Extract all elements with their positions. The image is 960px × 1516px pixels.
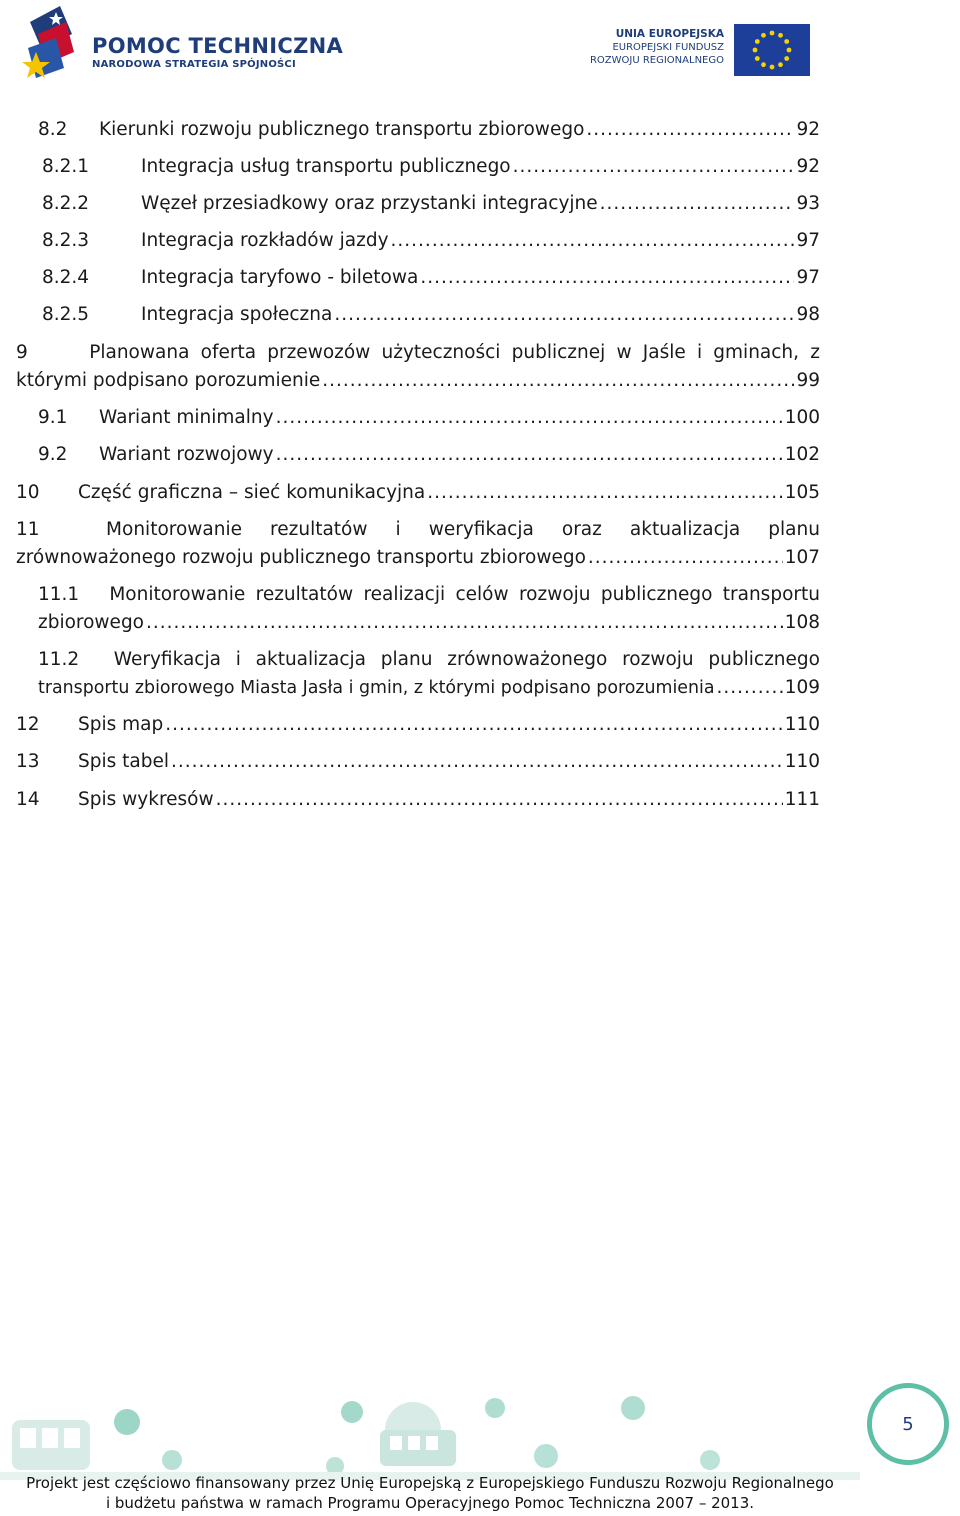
toc-title: Spis map	[78, 714, 164, 735]
toc-entry-line-2[interactable]	[16, 544, 820, 572]
toc-word: publicznego	[600, 584, 713, 605]
toc-number: 11	[16, 519, 40, 540]
eu-line-3: ROZWOJU REGIONALNEGO	[589, 55, 724, 66]
toc-entry[interactable]	[16, 479, 820, 507]
eu-logo	[589, 24, 812, 80]
toc-leader	[391, 227, 795, 255]
page-number: 5	[867, 1383, 949, 1465]
eu-star-icon	[770, 65, 775, 70]
toc-word: publicznego	[708, 649, 820, 670]
toc-title: którymi podpisano porozumienie	[16, 370, 321, 391]
toc-entry[interactable]	[38, 404, 820, 432]
toc-word: i	[235, 649, 241, 670]
toc-word: Monitorowanie	[106, 519, 242, 540]
toc-entry[interactable]	[42, 227, 820, 255]
toc-page: 92	[796, 156, 820, 177]
toc-entry-line-2[interactable]	[38, 609, 820, 637]
toc-leader	[588, 544, 783, 572]
toc-title: Spis wykresów	[78, 789, 214, 810]
toc-word: transportu	[722, 584, 820, 605]
eu-star-icon	[784, 56, 789, 61]
toc-word: z	[810, 342, 820, 363]
toc-title: zrównoważonego rozwoju publicznego transportu zbiorowego	[16, 547, 586, 568]
toc-word: oferta	[200, 342, 257, 363]
toc-word: aktualizacja	[255, 649, 366, 670]
toc-entry[interactable]	[16, 748, 820, 776]
toc-leader	[600, 190, 795, 218]
eu-star-icon	[784, 39, 789, 44]
toc-number: 11.2	[38, 649, 80, 670]
toc-entry[interactable]	[38, 441, 820, 469]
toc-leader	[165, 711, 782, 739]
org-subtitle: NARODOWA STRATEGIA SPÓJNOŚCI	[92, 59, 296, 70]
toc-entry[interactable]	[38, 116, 820, 144]
toc-leader	[334, 301, 794, 329]
toc-leader	[586, 116, 794, 144]
toc-word: przewozów	[267, 342, 371, 363]
eu-star-icon	[770, 31, 775, 36]
toc-word: rozwoju	[622, 649, 694, 670]
toc-number: 8.2.3	[42, 230, 90, 251]
toc-title: zbiorowego	[38, 612, 145, 633]
bus-icon	[12, 1420, 90, 1470]
toc-page: 99	[796, 370, 820, 391]
pomoc-techniczna-logo	[22, 4, 344, 86]
toc-page: 109	[784, 677, 820, 698]
toc-word: Monitorowanie	[109, 584, 246, 605]
toc-word: weryfikacja	[428, 519, 534, 540]
eu-star-icon	[778, 33, 783, 38]
eu-star-icon	[753, 48, 758, 53]
toc-leader	[427, 479, 782, 507]
toc-word: planu	[380, 649, 433, 670]
toc-page: 98	[796, 304, 820, 325]
toc-page: 97	[796, 267, 820, 288]
toc-word: zrównoważonego	[447, 649, 608, 670]
toc-number: 14	[16, 789, 40, 810]
eu-star-icon	[755, 39, 760, 44]
toc-word: rozwoju	[518, 584, 591, 605]
toc-entry[interactable]	[16, 786, 820, 814]
toc-entry-line-2[interactable]	[38, 674, 820, 702]
toc-word: rezultatów	[270, 519, 368, 540]
eu-star-icon	[761, 62, 766, 67]
toc-word: celów	[455, 584, 509, 605]
eu-line-2: EUROPEJSKI FUNDUSZ	[612, 42, 724, 53]
toc-page: 111	[784, 789, 820, 810]
toc-word: Jaśle	[642, 342, 686, 363]
toc-page: 108	[784, 612, 820, 633]
toc-page: 110	[784, 751, 820, 772]
eu-star-icon	[787, 48, 792, 53]
toc-page: 97	[796, 230, 820, 251]
toc-title: Integracja taryfowo - biletowa	[141, 267, 419, 288]
toc-word: publicznej	[511, 342, 606, 363]
toc-word: w	[616, 342, 632, 363]
toc-leader	[276, 404, 783, 432]
toc-leader	[146, 609, 783, 637]
toc-number: 8.2.2	[42, 193, 90, 214]
toc-title: Spis tabel	[78, 751, 170, 772]
toc-entry-line-1[interactable]	[16, 339, 820, 367]
toc-leader	[171, 748, 783, 776]
star-flag-logo-icon	[22, 4, 86, 86]
toc-entry[interactable]	[42, 190, 820, 218]
footer-line-1: Projekt jest częściowo finansowany przez Unię Europejską z Europejskiego Funduszu Rozwoju Regionalnego	[26, 1474, 834, 1492]
toc-entry[interactable]	[42, 301, 820, 329]
toc-leader	[322, 367, 794, 395]
footer-transport-illustration	[0, 1390, 960, 1480]
toc-number: 8.2.5	[42, 304, 90, 325]
toc-leader	[216, 786, 783, 814]
toc-page: 92	[796, 119, 820, 140]
toc-leader	[276, 441, 783, 469]
toc-word: realizacji	[363, 584, 446, 605]
toc-number: 9.2	[38, 444, 68, 465]
toc-entry[interactable]	[16, 711, 820, 739]
toc-page: 102	[784, 444, 820, 465]
toc-number: 9.1	[38, 407, 68, 428]
train-icon	[380, 1402, 456, 1466]
toc-entry-line-1[interactable]	[16, 516, 820, 544]
toc-word: aktualizacja	[629, 519, 741, 540]
eu-star-icon	[778, 62, 783, 67]
toc-word: Planowana	[89, 342, 190, 363]
toc-leader	[420, 264, 794, 292]
toc-leader	[717, 674, 783, 702]
toc-page: 93	[796, 193, 820, 214]
toc-word: Weryfikacja	[113, 649, 221, 670]
toc-entry-line-1[interactable]	[38, 646, 820, 674]
footer-line-2: i budżetu państwa w ramach Programu Operacyjnego Pomoc Techniczna 2007 – 2013.	[105, 1494, 755, 1512]
eu-line-1: UNIA EUROPEJSKA	[615, 28, 724, 40]
toc-word: planu	[768, 519, 820, 540]
toc-page: 107	[784, 547, 820, 568]
toc-leader	[513, 153, 795, 181]
toc-number: 8.2	[38, 119, 68, 140]
toc-word: użyteczności	[381, 342, 501, 363]
toc-entry-line-1[interactable]	[38, 581, 820, 609]
toc-word: rezultatów	[255, 584, 354, 605]
toc-page: 105	[784, 482, 820, 503]
toc-number: 8.2.1	[42, 156, 90, 177]
toc-title: Kierunki rozwoju publicznego transportu zbiorowego	[99, 119, 585, 140]
toc-page: 100	[784, 407, 820, 428]
toc-entry-line-2[interactable]	[16, 367, 820, 395]
toc-title: Integracja usług transportu publicznego	[141, 156, 511, 177]
org-title: POMOC TECHNICZNA	[92, 34, 344, 58]
toc-number: 10	[16, 482, 40, 503]
toc-title: transportu zbiorowego Miasta Jasła i gmin, z którymi podpisano porozumienia	[38, 678, 715, 698]
toc-title: Integracja rozkładów jazdy	[141, 230, 389, 251]
toc-title: Część graficzna – sieć komunikacyjna	[78, 482, 426, 503]
toc-page: 110	[784, 714, 820, 735]
eu-star-icon	[755, 56, 760, 61]
toc-title: Węzeł przesiadkowy oraz przystanki integracyjne	[141, 193, 598, 214]
toc-word: gminach,	[713, 342, 800, 363]
toc-word: oraz	[561, 519, 602, 540]
toc-entry[interactable]	[42, 153, 820, 181]
toc-number: 12	[16, 714, 40, 735]
toc-word: i	[395, 519, 401, 540]
toc-number: 11.1	[38, 584, 80, 605]
toc-title: Wariant minimalny	[99, 407, 274, 428]
toc-title: Integracja społeczna	[141, 304, 333, 325]
eu-star-icon	[761, 33, 766, 38]
eu-flag-icon	[734, 24, 810, 76]
toc-title: Wariant rozwojowy	[99, 444, 274, 465]
toc-number: 9	[16, 342, 28, 363]
toc-entry[interactable]	[42, 264, 820, 292]
toc-number: 8.2.4	[42, 267, 90, 288]
toc-number: 13	[16, 751, 40, 772]
toc-word: i	[696, 342, 703, 363]
